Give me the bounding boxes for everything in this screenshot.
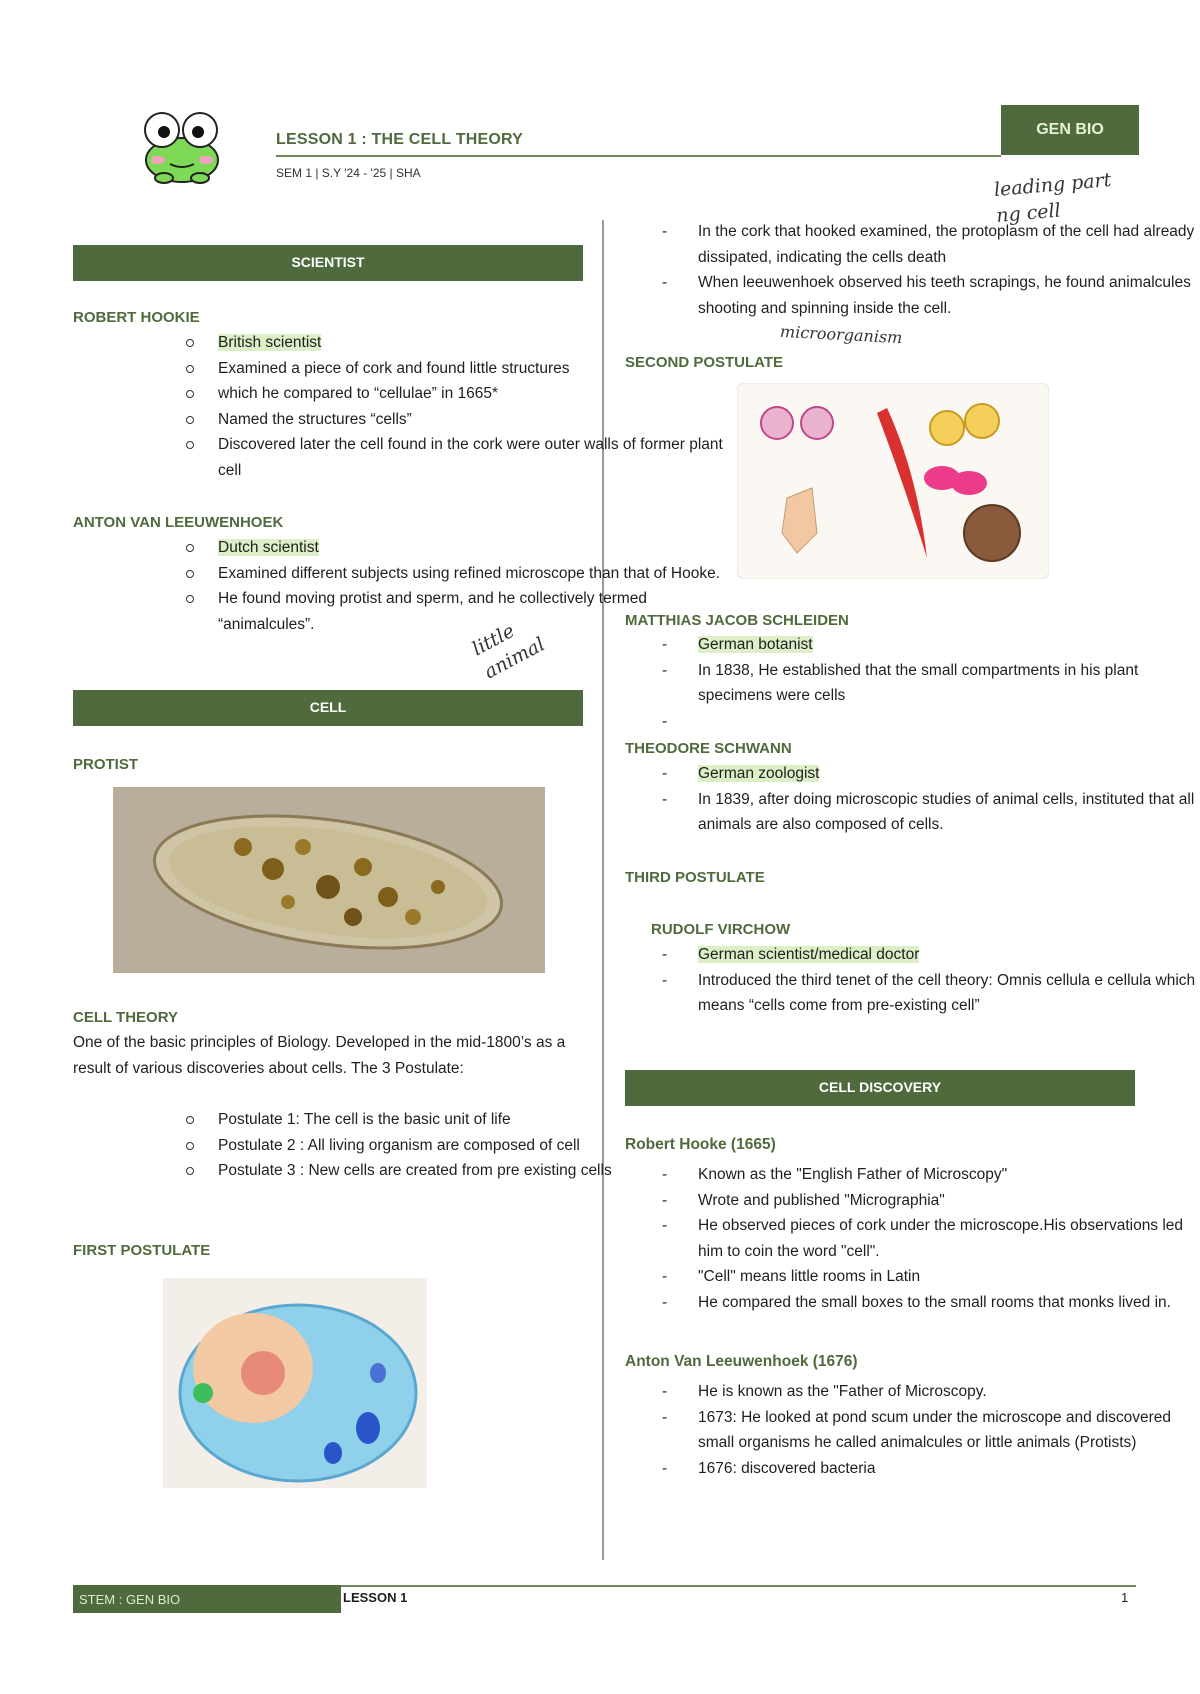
page-number: 1 — [1121, 1590, 1129, 1605]
list-item: - German scientist/medical doctor — [698, 942, 1200, 968]
list-item: Discovered later the cell found in the cork were outer walls of former plant cell — [218, 432, 728, 483]
subject-badge: GEN BIO — [1001, 105, 1139, 155]
hooke-heading: ROBERT HOOKIE — [73, 309, 200, 326]
list-item: Postulate 2 : All living organism are composed of cell — [218, 1133, 728, 1159]
page-subtitle: SEM 1 | S.Y '24 - '25 | SHA — [276, 166, 421, 180]
list-item: which he compared to “cellulae” in 1665* — [218, 381, 728, 407]
list-item: - He compared the small boxes to the small rooms that monks lived in. — [698, 1290, 1200, 1316]
list-item: - German zoologist — [698, 761, 1200, 787]
schwann-list — [625, 761, 1200, 838]
hooke-1665-list — [625, 1162, 1200, 1315]
cell-theory-text: One of the basic principles of Biology. Developed in the mid-1800’s as a result of various discoveries about cells. The 3 Postulate: — [73, 1034, 566, 1077]
list-item: - In 1838, He established that the small compartments in his plant specimens were cells — [698, 658, 1200, 709]
list-item: Postulate 3 : New cells are created from pre existing cells — [218, 1158, 728, 1184]
cell-types-image — [737, 383, 1049, 579]
list-item: - 1676: discovered bacteria — [698, 1456, 1200, 1482]
handwritten-note: little animal — [468, 619, 549, 683]
leeuwenhoek-heading: ANTON VAN LEEUWENHOEK — [73, 514, 284, 531]
first-postulate-heading: FIRST POSTULATE — [73, 1242, 211, 1259]
virchow-list — [625, 942, 1200, 1019]
list-item: - He is known as the "Father of Microscopy. — [698, 1379, 1200, 1405]
list-item: - When leeuwenhoek observed his teeth scrapings, he found animalcules shooting and spinning inside the cell. — [698, 270, 1200, 321]
top-list — [625, 219, 1200, 321]
list-item: Named the structures “cells” — [218, 407, 728, 433]
handwritten-note: microorganism — [779, 321, 903, 348]
schleiden-heading: MATTHIAS JACOB SCHLEIDEN — [625, 612, 849, 629]
list-item: Examined a piece of cork and found little structures — [218, 356, 728, 382]
list-item: He found moving protist and sperm, and he collectively termed “animalcules”. — [218, 586, 728, 637]
list-item: - "Cell" means little rooms in Latin — [698, 1264, 1200, 1290]
leeuwenhoek-1676-heading: Anton Van Leeuwenhoek (1676) — [625, 1353, 858, 1370]
list-item: - 1673: He looked at pond scum under the microscope and discovered small organisms he called animalcules or little animals (Protists) — [698, 1405, 1200, 1456]
virchow-heading: RUDOLF VIRCHOW — [651, 921, 791, 938]
list-item: Postulate 1: The cell is the basic unit of life — [218, 1107, 728, 1133]
animal-cell-image — [163, 1278, 427, 1488]
list-item: - Known as the "English Father of Microscopy" — [698, 1162, 1200, 1188]
protist-image — [113, 787, 545, 973]
frog-mascot-icon — [140, 108, 224, 184]
cell-bar: CELL — [73, 690, 583, 726]
footer-rule — [341, 1585, 1136, 1587]
schleiden-list — [625, 632, 1200, 734]
footer-label: STEM : GEN BIO — [73, 1585, 341, 1613]
handwritten-note: leading part ng cell — [993, 168, 1113, 227]
schwann-heading: THEODORE SCHWANN — [625, 740, 792, 757]
list-item: British scientist — [218, 330, 728, 356]
leeuwenhoek-1676-list — [625, 1379, 1200, 1481]
third-postulate-heading: THIRD POSTULATE — [625, 869, 765, 886]
cell-theory-heading: CELL THEORY — [73, 1009, 179, 1026]
scientist-bar: SCIENTIST — [73, 245, 583, 281]
list-item: - He observed pieces of cork under the microscope.His observations led him to coin the word "cell". — [698, 1213, 1200, 1264]
list-item: - German botanist — [698, 632, 1200, 658]
protist-heading: PROTIST — [73, 756, 139, 773]
list-item: Examined different subjects using refined microscope than that of Hooke. — [218, 561, 728, 587]
list-item: - In the cork that hooked examined, the protoplasm of the cell had already dissipated, indicating the cells death — [698, 219, 1200, 270]
list-item — [698, 709, 1200, 734]
list-item: - In 1839, after doing microscopic studies of animal cells, instituted that all animals are also composed of cells. — [698, 787, 1200, 838]
header-rule — [276, 155, 1001, 157]
footer-lesson: LESSON 1 — [343, 1590, 408, 1605]
second-postulate-heading: SECOND POSTULATE — [625, 354, 784, 371]
page-title: LESSON 1 : THE CELL THEORY — [276, 131, 524, 148]
cell-discovery-bar: CELL DISCOVERY — [625, 1070, 1135, 1106]
hooke-1665-heading: Robert Hooke (1665) — [625, 1136, 776, 1153]
list-item: Dutch scientist — [218, 535, 728, 561]
list-item: - Introduced the third tenet of the cell theory: Omnis cellula e cellula which means “cells come from pre-existing cell” — [698, 968, 1200, 1019]
list-item: - Wrote and published "Micrographia" — [698, 1188, 1200, 1214]
